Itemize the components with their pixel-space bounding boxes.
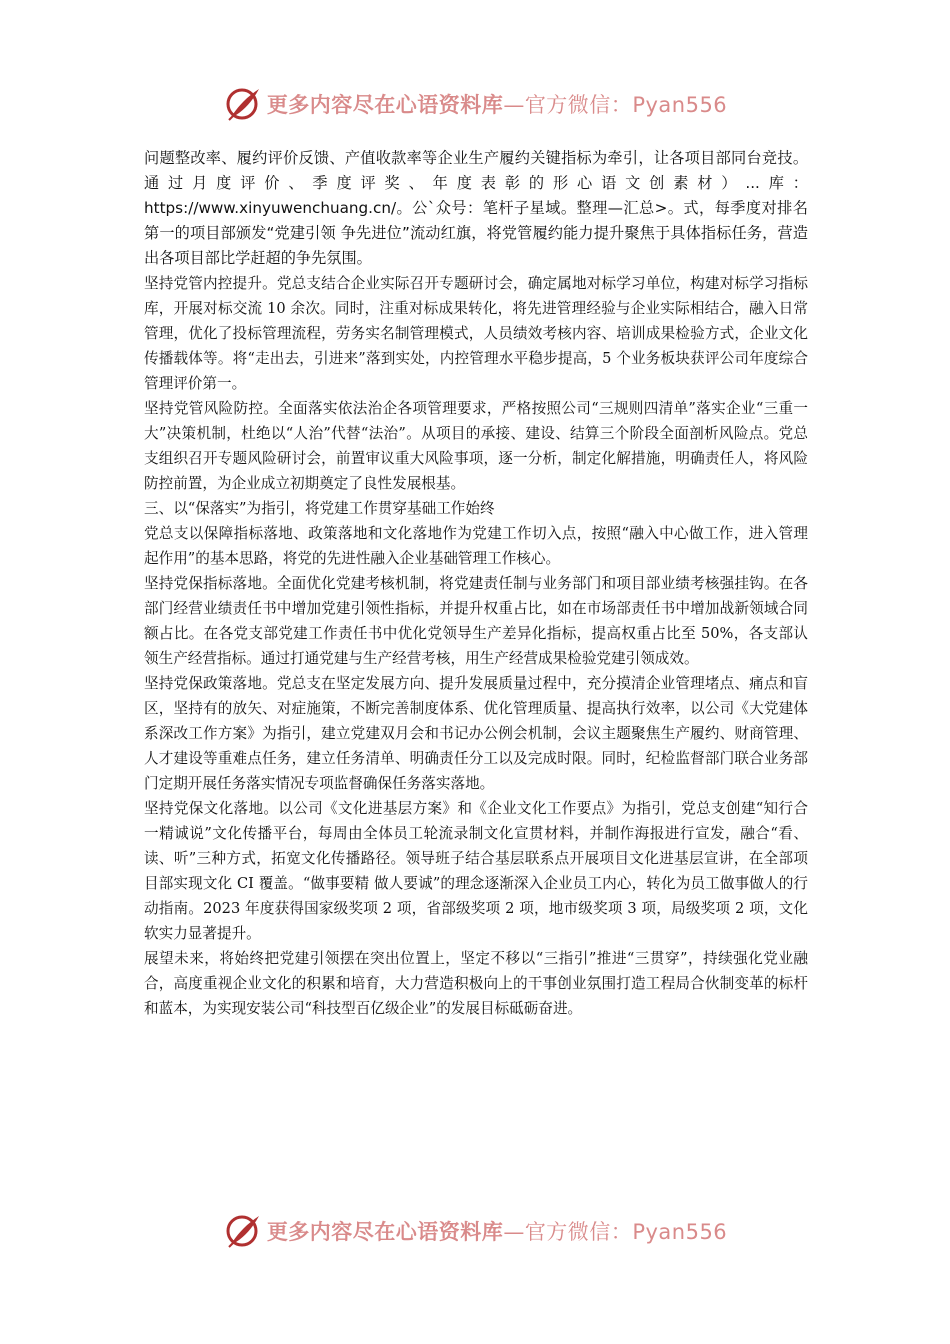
document-body bbox=[144, 146, 808, 1021]
watermark-text: 更多内容尽在心语资料库—官方微信：Pyan556 bbox=[266, 93, 728, 117]
paragraph: 坚持党管风险防控。全面落实依法治企各项管理要求，严格按照公司“三规则四清单”落实企业“三重一大”决策机制，杜绝以“人治”代替“法治”。从项目的承接、建设、结算三个阶段全面剖析风险点。党总支组织召开专题风险研讨会，前置审议重大风险事项，逐一分析，制定化解措施，明确责任人，将风险防控前置，为企业成立初期奠定了良性发展根基。 bbox=[144, 400, 808, 492]
quill-pen-seal-icon bbox=[223, 1211, 263, 1251]
header-watermark-banner bbox=[0, 82, 950, 126]
watermark-text: 更多内容尽在心语资料库—官方微信：Pyan556 bbox=[266, 1220, 728, 1244]
paragraph: 党总支以保障指标落地、政策落地和文化落地作为党建工作切入点，按照“融入中心做工作，进入管理起作用”的基本思路，将党的先进性融入企业基础管理工作核心。 bbox=[144, 525, 808, 567]
paragraph: 坚持党保文化落地。以公司《文化进基层方案》和《企业文化工作要点》为指引，党总支创建“知行合一精诚说”文化传播平台，每周由全体员工轮流录制文化宣贯材料，并制作海报进行宣发，融合“看、读、听”三种方式，拓宽文化传播路径。领导班子结合基层联系点开展项目文化进基层宣讲，在全部项目部实现文化 CI 覆盖。“做事要精 做人要诚”的理念逐渐深入企业员工内心，转化为员工做事做人的行动指南。2023 年度获得国家级奖项 2 项，省部级奖项 2 项，地市级奖项 3 项，局级奖项 2 项，文化软实力显著提升。 bbox=[144, 800, 808, 942]
footer-watermark-banner bbox=[0, 1209, 950, 1253]
section-heading: 三、以“保落实”为指引，将党建工作贯穿基础工作始终 bbox=[144, 500, 495, 517]
paragraph: 坚持党保指标落地。全面优化党建考核机制，将党建责任制与业务部门和项目部业绩考核强挂钩。在各部门经营业绩责任书中增加党建引领性指标，并提升权重占比，如在市场部责任书中增加战新领域合同额占比。在各党支部党建工作责任书中优化党领导生产差异化指标，提高权重占比至 50%，各支部认领生产经营指标。通过打通党建与生产经营考核，用生产经营成果检验党建引领成效。 bbox=[144, 575, 808, 667]
quill-pen-seal-icon bbox=[223, 84, 263, 124]
paragraph: 展望未来，将始终把党建引领摆在突出位置上，坚定不移以“三指引”推进“三贯穿”，持续强化党业融合，高度重视企业文化的积累和培育，大力营造积极向上的干事创业氛围打造工程局合伙制变革的标杆和蓝本，为实现安装公司“科技型百亿级企业”的发展目标砥砺奋进。 bbox=[144, 950, 808, 1017]
paragraph: 坚持党管内控提升。党总支结合企业实际召开专题研讨会，确定属地对标学习单位，构建对标学习指标库，开展对标交流 10 余次。同时，注重对标成果转化，将先进管理经验与企业实际相结合，融入日常管理，优化了投标管理流程，劳务实名制管理模式，人员绩效考核内容、培训成果检验方式，企业文化传播载体等。将“走出去，引进来”落到实处，内控管理水平稳步提高，5 个业务板块获评公司年度综合管理评价第一。 bbox=[144, 275, 808, 392]
paragraph: 问题整改率、履约评价反馈、产值收款率等企业生产履约关键指标为牵引，让各项目部同台竞技。通过月度评价、季度评奖、年度表彰的形心语文创素材）...库：https://www.xinyuwenchuang.cn/。公`众号：笔杆子星域。整理—汇总>。式，每季度对排名第一的项目部颁发“党建引领 争先进位”流动红旗，将党管履约能力提升聚焦于具体指标任务，营造出各项目部比学赶超的争先氛围。 bbox=[144, 149, 808, 267]
paragraph: 坚持党保政策落地。党总支在坚定发展方向、提升发展质量过程中，充分摸清企业管理堵点、痛点和盲区，坚持有的放矢、对症施策，不断完善制度体系、优化管理质量、提高执行效率，以公司《大党建体系深改工作方案》为指引，建立党建双月会和书记办公例会机制，会议主题聚焦生产履约、财商管理、人才建设等重难点任务，建立任务清单、明确责任分工以及完成时限。同时，纪检监督部门联合业务部门定期开展任务落实情况专项监督确保任务落实落地。 bbox=[144, 675, 808, 792]
